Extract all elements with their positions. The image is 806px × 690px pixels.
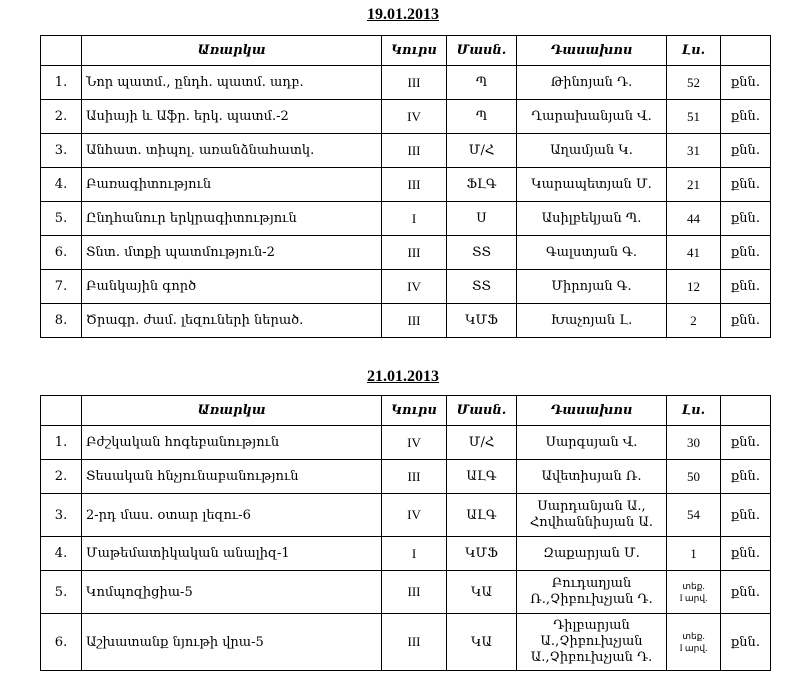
department-cell: ԱԼԳ — [447, 460, 517, 494]
department-cell: Պ — [447, 66, 517, 100]
table-row — [41, 571, 771, 614]
row-number: 7. — [41, 270, 82, 304]
teacher-cell: Զաքարյան Մ. — [517, 537, 667, 571]
row-number: 2. — [41, 460, 82, 494]
table-header-row — [41, 36, 771, 66]
exam-date-heading: 21.01.2013 — [367, 368, 439, 385]
col-header-number — [41, 396, 82, 426]
course-cell: I — [382, 537, 447, 571]
course-cell: IV — [382, 270, 447, 304]
teacher-cell: Սարգսյան Վ. — [517, 426, 667, 460]
teacher-line: Հովհաննիսյան Ա. — [529, 515, 654, 530]
department-cell: ՏՏ — [447, 270, 517, 304]
exam-type-cell: քնն. — [721, 304, 771, 338]
exam-type-cell: քնն. — [721, 202, 771, 236]
row-number: 1. — [41, 66, 82, 100]
table-row — [41, 236, 771, 270]
table-row — [41, 134, 771, 168]
room-cell: 52 — [667, 66, 721, 100]
course-cell: I — [382, 202, 447, 236]
room-cell: 1 — [667, 537, 721, 571]
col-header-number — [41, 36, 82, 66]
subject-cell: Ընդհանուր երկրագիտություն — [82, 202, 382, 236]
subject-cell: Կոմպոզիցիա-5 — [82, 571, 382, 614]
subject-cell: Բառագիտություն — [82, 168, 382, 202]
exam-type-cell: քնն. — [721, 270, 771, 304]
subject-cell: Աշխատանք նյութի վրա-5 — [82, 614, 382, 671]
exam-type-cell: քնն. — [721, 571, 771, 614]
col-header-department: Մասն. — [447, 396, 517, 426]
col-header-type — [721, 396, 771, 426]
table-row — [41, 168, 771, 202]
department-cell: Մ/Հ — [447, 134, 517, 168]
teacher-line: Սարդանյան Ա., — [537, 499, 646, 514]
subject-cell: Ասիայի և Աֆր. երկ. պատմ.-2 — [82, 100, 382, 134]
teacher-cell: Ավետիսյան Ռ. — [517, 460, 667, 494]
course-cell: III — [382, 134, 447, 168]
table-row — [41, 494, 771, 537]
course-cell: III — [382, 236, 447, 270]
col-header-subject: Առարկա — [82, 36, 382, 66]
teacher-line: Ա.,Չիբուխչյան — [540, 634, 643, 649]
room-cell: 50 — [667, 460, 721, 494]
room-cell: 21 — [667, 168, 721, 202]
table-row — [41, 202, 771, 236]
department-cell: ՖԼԳ — [447, 168, 517, 202]
course-cell: IV — [382, 426, 447, 460]
teacher-cell: Թինոյան Դ. — [517, 66, 667, 100]
exam-type-cell: քնն. — [721, 426, 771, 460]
room-cell: 51 — [667, 100, 721, 134]
department-cell: Պ — [447, 100, 517, 134]
table-row — [41, 270, 771, 304]
course-cell: III — [382, 304, 447, 338]
subject-cell: Անհատ. տիպոլ. առանձնահատկ. — [82, 134, 382, 168]
table-row — [41, 426, 771, 460]
exam-date-heading: 19.01.2013 — [367, 6, 439, 23]
teacher-line: Բուդաղյան — [551, 576, 632, 591]
row-number: 4. — [41, 168, 82, 202]
room-cell: 30 — [667, 426, 721, 460]
table-header-row — [41, 396, 771, 426]
row-number: 8. — [41, 304, 82, 338]
department-cell: Մ/Հ — [447, 426, 517, 460]
row-number: 4. — [41, 537, 82, 571]
row-number: 1. — [41, 426, 82, 460]
teacher-line: Դիլբարյան — [553, 618, 630, 633]
exam-type-cell: քնն. — [721, 494, 771, 537]
teacher-line: Ռ.,Չիբուխչյան Դ. — [530, 592, 653, 607]
department-cell: ԿԱ — [447, 614, 517, 671]
row-number: 3. — [41, 134, 82, 168]
col-header-teacher: Դասախոս — [517, 36, 667, 66]
room-line: տեք. — [682, 631, 705, 641]
teacher-cell — [517, 614, 667, 671]
table-row — [41, 537, 771, 571]
teacher-cell: Կարապետյան Մ. — [517, 168, 667, 202]
row-number: 5. — [41, 202, 82, 236]
exam-type-cell: քնն. — [721, 537, 771, 571]
teacher-cell: Աղամյան Կ. — [517, 134, 667, 168]
col-header-room: Լս. — [667, 396, 721, 426]
department-cell: ԿԱ — [447, 571, 517, 614]
subject-cell: Տնտ. մտքի պատմություն-2 — [82, 236, 382, 270]
teacher-cell: Ասիլբեկյան Պ. — [517, 202, 667, 236]
subject-cell: Ծրագր. ժամ. լեզուների ներած. — [82, 304, 382, 338]
table-row — [41, 614, 771, 671]
course-cell: III — [382, 571, 447, 614]
department-cell: ՏՏ — [447, 236, 517, 270]
subject-cell: 2-րդ մաս. օտար լեզու-6 — [82, 494, 382, 537]
col-header-course: Կուրս — [382, 36, 447, 66]
teacher-cell: Ղարախանյան Վ. — [517, 100, 667, 134]
table-row — [41, 66, 771, 100]
room-cell: 41 — [667, 236, 721, 270]
room-cell: 31 — [667, 134, 721, 168]
exam-schedule-table — [40, 395, 771, 671]
exam-type-cell: քնն. — [721, 614, 771, 671]
col-header-subject: Առարկա — [82, 396, 382, 426]
teacher-line: Ա.,Չիբուխչյան Դ. — [530, 650, 653, 665]
row-number: 2. — [41, 100, 82, 134]
department-cell: ԿՄՖ — [447, 537, 517, 571]
table-row — [41, 304, 771, 338]
room-cell: 12 — [667, 270, 721, 304]
exam-type-cell: քնն. — [721, 460, 771, 494]
exam-type-cell: քնն. — [721, 168, 771, 202]
row-number: 5. — [41, 571, 82, 614]
teacher-cell — [517, 571, 667, 614]
col-header-room: Լս. — [667, 36, 721, 66]
department-cell: ԱԼԳ — [447, 494, 517, 537]
room-cell — [667, 571, 721, 614]
room-cell: 54 — [667, 494, 721, 537]
row-number: 6. — [41, 236, 82, 270]
row-number: 6. — [41, 614, 82, 671]
exam-schedule-table — [40, 35, 771, 338]
exam-type-cell: քնն. — [721, 66, 771, 100]
course-cell: III — [382, 168, 447, 202]
department-cell: ԿՄՖ — [447, 304, 517, 338]
course-cell: III — [382, 460, 447, 494]
col-header-teacher: Դասախոս — [517, 396, 667, 426]
room-line: տեք. — [682, 581, 705, 591]
subject-cell: Բժշկական հոգեբանություն — [82, 426, 382, 460]
table-row — [41, 460, 771, 494]
room-cell — [667, 614, 721, 671]
exam-type-cell: քնն. — [721, 134, 771, 168]
col-header-department: Մասն. — [447, 36, 517, 66]
col-header-type — [721, 36, 771, 66]
course-cell: IV — [382, 100, 447, 134]
course-cell: III — [382, 614, 447, 671]
subject-cell: Տեսական հնչյունաբանություն — [82, 460, 382, 494]
room-line: I արվ. — [679, 643, 708, 653]
subject-cell: Բանկային գործ — [82, 270, 382, 304]
room-cell: 2 — [667, 304, 721, 338]
table-row — [41, 100, 771, 134]
course-cell: IV — [382, 494, 447, 537]
col-header-course: Կուրս — [382, 396, 447, 426]
teacher-cell — [517, 494, 667, 537]
exam-type-cell: քնն. — [721, 100, 771, 134]
row-number: 3. — [41, 494, 82, 537]
teacher-cell: Խաչոյան Լ. — [517, 304, 667, 338]
exam-type-cell: քնն. — [721, 236, 771, 270]
course-cell: III — [382, 66, 447, 100]
teacher-cell: Գալստյան Գ. — [517, 236, 667, 270]
room-line: I արվ. — [679, 593, 708, 603]
teacher-cell: Միրոյան Գ. — [517, 270, 667, 304]
department-cell: Ս — [447, 202, 517, 236]
room-cell: 44 — [667, 202, 721, 236]
subject-cell: Մաթեմատիկական անալիզ-1 — [82, 537, 382, 571]
subject-cell: Նոր պատմ., ընդհ. պատմ. ադբ. — [82, 66, 382, 100]
